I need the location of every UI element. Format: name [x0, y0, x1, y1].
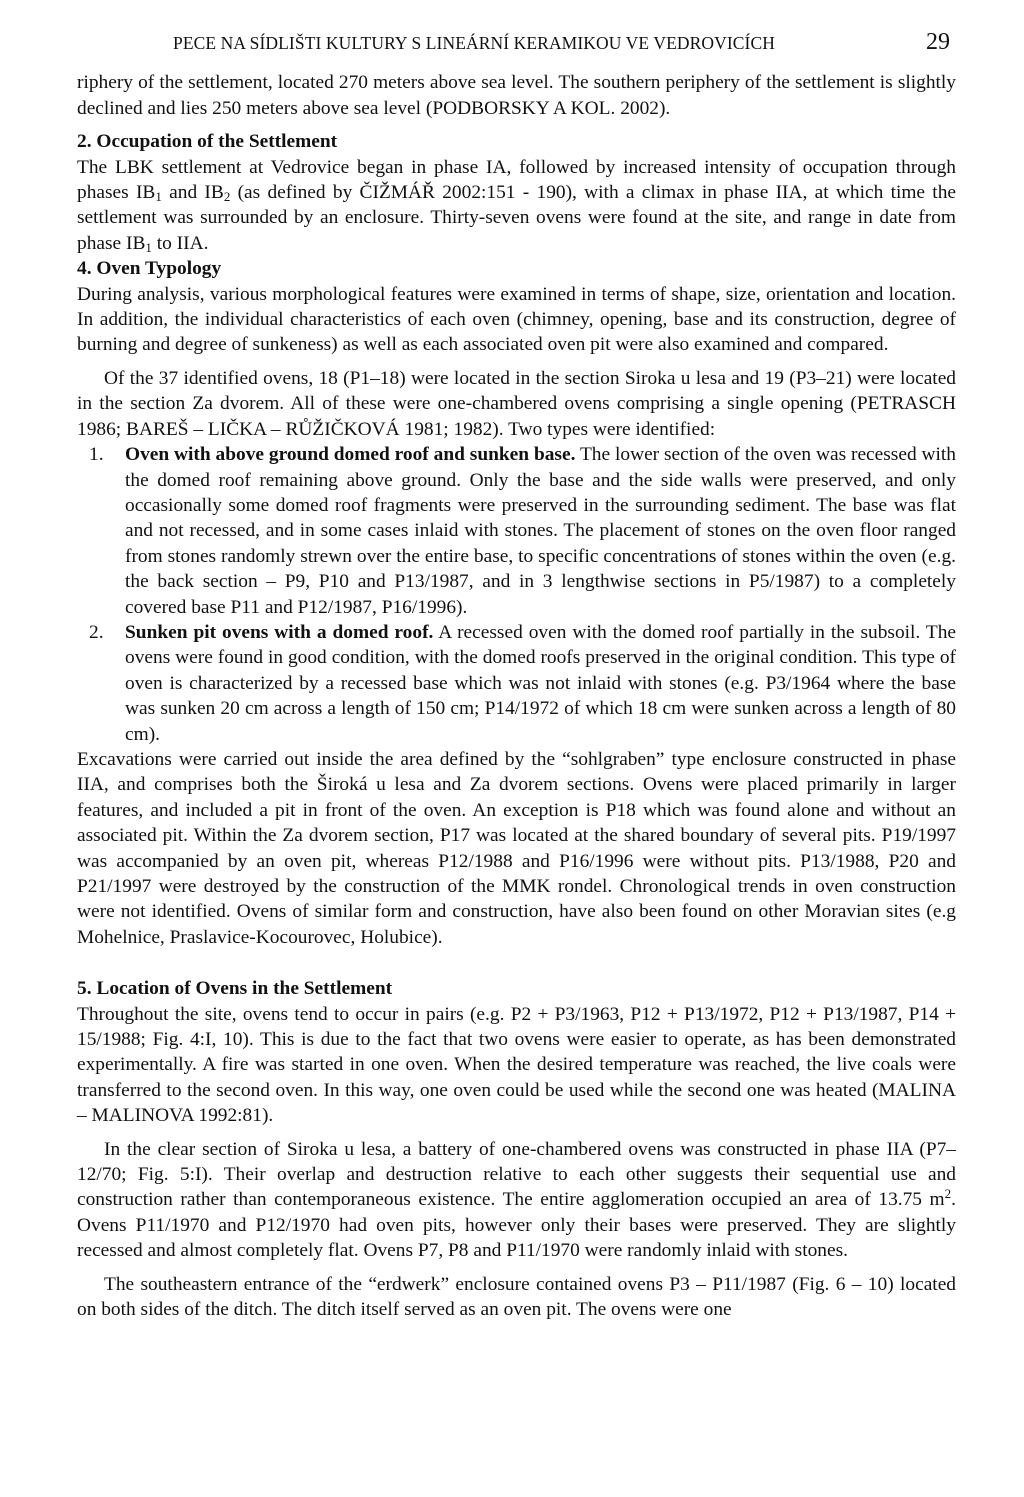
- list-item-title: Sunken pit ovens with a domed roof.: [125, 621, 434, 643]
- list-item-body: [125, 620, 956, 747]
- section-4-paragraph-1: During analysis, various morphological features were examined in terms of shape, size, orientation and location. In addition, the individual characteristics of each oven (chimney, opening, base and its construction, degree of burning and degree of sunkeness) as well as each associated oven pit were also examined and compared.: [77, 283, 956, 356]
- list-item-body: [125, 442, 956, 620]
- page-number: 29: [926, 29, 950, 55]
- list-item-title: Oven with above ground domed roof and sunken base.: [125, 444, 576, 466]
- running-head: [173, 30, 956, 56]
- intro-paragraph: riphery of the settlement, located 270 meters above sea level. The southern periphery of the settlement is slightly declined and lies 250 meters above sea level (PODBORSKY A KOL. 2002).: [77, 72, 956, 119]
- section-5-heading: 5. Location of Ovens in the Settlement: [77, 978, 393, 1000]
- list-item-number: 1.: [89, 444, 104, 466]
- section-2-paragraph: The LBK settlement at Vedrovice began in phase IA, followed by increased intensity of occupation through phases $IB_1$ and $IB_2$ (as defined by ČIŽMÁŘ 2002:151 - 190), with a climax in phase IIA, at which time the settlement was surrounded by an enclosure. Thirty-seven ovens were found at the site, and range in date from phase $IB_1$ to IIA.: [77, 156, 956, 255]
- list-item-text: A recessed oven with the domed roof partially in the subsoil. The ovens were found in good condition, with the domed roofs preserved in the original condition. This type of oven is characterized by a recessed base which was not inlaid with stones (e.g. P3/1964 where the base was sunken 20 cm across a length of 150 cm; P14/1972 of which 18 cm were sunken across a length of 80 cm).: [125, 621, 956, 745]
- running-head-title: PECE NA SÍDLIŠTI KULTURY S LINEÁRNÍ KERAMIKOU VE VEDROVICÍCH: [173, 33, 775, 53]
- section-4-paragraph-3: Excavations were carried out inside the area defined by the “sohlgraben” type enclosure constructed in phase IIA, and comprises both the Široká u lesa and Za dvorem sections. Ovens were placed primarily in larger features, and included a pit in front of the oven. An exception is P18 which was found alone and without an associated pit. Within the Za dvorem section, P17 was located at the shared boundary of several pits. P19/1997 was accompanied by an oven pit, whereas P12/1988 and P16/1996 were without pits. P13/1988, P20 and P21/1997 were destroyed by the construction of the MMK rondel. Chronological trends in oven construction were not identified. Ovens of similar form and construction, have also been found on other Moravian sites (e.g Mohelnice, Praslavice-Kocourovec, Holubice).: [77, 748, 956, 948]
- list-item-number: 2.: [89, 621, 104, 643]
- section-4-heading: 4. Oven Typology: [77, 258, 222, 280]
- section-2-heading: 2. Occupation of the Settlement: [77, 131, 338, 153]
- section-5-paragraph-1: Throughout the site, ovens tend to occur in pairs (e.g. P2 + P3/1963, P12 + P13/1972, P12 + P13/1987, P14 + 15/1988; Fig. 4:I, 10). This is due to the fact that two ovens were easier to operate, as has been demonstrated experimentally. A fire was started in one oven. When the desired temperature was reached, the live coals were transferred to the second oven. In this way, one oven could be used while the second one was heated (MALINA – MALINOVA 1992:81).: [77, 1003, 956, 1127]
- oven-type-list: [77, 442, 956, 747]
- list-item-text: The lower section of the oven was recessed with the domed roof remaining above ground. Only the base and the side walls were preserved, and only occasionally some domed roof fragments were preserved in the surrounding sediment. The base was flat and not recessed, and in some cases inlaid with stones. The placement of stones on the oven floor ranged from stones randomly strewn over the entire base, to specific concentrations of stones within the oven (e.g. the back section – P9, P10 and P13/1987, and in 3 lengthwise sections in P5/1987) to a completely covered base P11 and P12/1987, P16/1996).: [125, 444, 957, 618]
- list-item: [77, 620, 956, 747]
- list-item: [77, 442, 956, 620]
- section-4-paragraph-2: Of the 37 identified ovens, 18 (P1–18) were located in the section Siroka u lesa and 19 (P3–21) were located in the section Za dvorem. All of these were one-chambered ovens comprising a single opening (PETRASCH 1986; BAREŠ – LIČKA – RŮŽIČKOVÁ 1981; 1982). Two types were identified:: [77, 367, 956, 440]
- section-5-paragraph-2: In the clear section of Siroka u lesa, a battery of one-chambered ovens was constructed in phase IIA (P7–12/70; Fig. 5:I). Their overlap and destruction relative to each other suggests their sequential use and construction rather than contemporaneous existence. The entire agglomeration occupied an area of 13.75 $m^2$. Ovens P11/1970 and P12/1970 had oven pits, however only their bases were preserved. They are slightly recessed and almost completely flat. Ovens P7, P8 and P11/1970 were randomly inlaid with stones.: [77, 1138, 956, 1262]
- section-5-paragraph-3: The southeastern entrance of the “erdwerk” enclosure contained ovens P3 – P11/1987 (Fig. 6 – 10) located on both sides of the ditch. The ditch itself served as an oven pit. The ovens were one: [77, 1273, 956, 1321]
